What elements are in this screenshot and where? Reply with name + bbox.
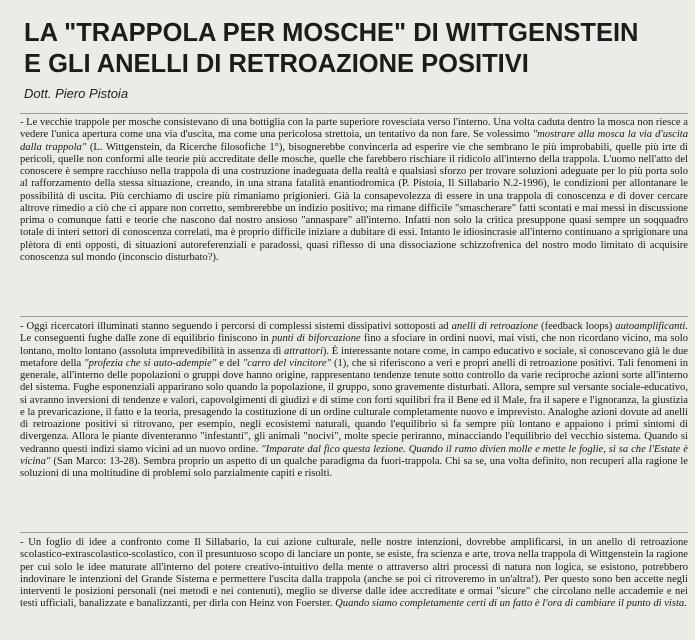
text-segment: (feedback loops) [538, 321, 616, 332]
text-segment: (L. Wittgenstein, da Ricerche filosofiche 1°), bisognerebbe convincerla ad esperire vie che sembrano le più improbabili, quelle più irte di pericoli, quelle non conformi alle teorie più accreditate delle mosche, quelle che farebbero rischiare il ridicolo all'interno della trappola. L'uomo nell'atto del conoscere è sempre racchiuso nella trappola di una costruzione inadeguata della realtà e qualsiasi sforzo per trovare soluzioni adeguate per lo più porta solo al rafforzamento della stessa situazione, creando, in una strana fatalità enantiodromica (P. Pistoia, Il Sillabario N.2-1996), le condizioni per allontanare le possibilità di uscita. Più cerchiamo di uscire più rimaniamo prigionieri. Già la consapevolezza di essere in una trappola di conoscenza e di dover cercare altrove rimedio a ciò che ci appare non corretto, sembrerebbe un indizio positivo; ma rimane difficile "smascherare" fatti scontati e mai messi in discussione prima o comunque fatti e teorie che nascono dal nostro ansioso "annaspare" all'interno. Infatti non solo la critica presuppone quasi sempre un soqquadro totale di interi settori di conoscenza correlati, ma è proprio difficile iniziare a dubitare di essi. Intanto le idiosincrasie all'interno continuano a sprigionare una plètora di enti opposti, di situazioni autoreferenziali e paradossi, quasi riflesso di una dissociazione schizzofrenica del nostro modo limitato di acquisire conoscenza sul mondo (inconscio disturbato?). [20, 141, 689, 263]
italic-text-segment: attrattori [284, 345, 323, 357]
text-segment: - Un foglio di idee a confronto come Il Sillabario, la cui azione culturale, nelle nostre intenzioni, dovrebbe amplificarsi, in un anello di retroazione scolastico-extrascolastico-scolastico, con il presuntuoso scopo di lanciare un ponte, se esiste, fra scienza e arte, trova nella trappola di Wittgenstein la ragione per cui solo le idee maturate all'interno del potere creativo-intuitivo della mente o attraverso altri processi di natura non logica, se esistono, potrebbero indovinare le intenzioni del Grande Sistema e permettere l'uscita dalla trappola (anche se poi ci ritroveremo in un'altra!). Per questo sono ben accette negli interventi le posizioni personali (nei metodi e nei contenuti), meglio se diverse dalle idee accreditate e ormai "sicure" che circolano nelle accademie e nei testi ufficiali, banalizzate e banalizzanti, per dirla con Heinz von Foerster. [20, 537, 688, 610]
paragraph-1 [20, 117, 688, 264]
italic-text-segment: punti di biforcazione [271, 333, 361, 345]
italic-text-segment: Quando siamo completamente certi di un fatto è l'ora di cambiare il punto di vista. [335, 598, 687, 610]
title-line-2: E GLI ANELLI DI RETROAZIONE POSITIVI [24, 50, 529, 78]
author-byline: Dott. Piero Pistoia [24, 86, 129, 101]
italic-text-segment: "carro del vincitore" [242, 357, 331, 369]
italic-text-segment: "profezia che si auto-adempie" [84, 357, 217, 369]
italic-text-segment: autoamplificanti. [615, 321, 688, 332]
text-segment: ). È interessante notare come, in campo educativo e sociale, si conoscevano già le due metafore della [20, 345, 688, 369]
article-title [24, 18, 689, 80]
italic-text-segment: "Imparate dal fico questa lezione. Quando il ramo divien molle e mette le foglie, si sa che l'Estate è vicina" [20, 443, 688, 467]
text-segment: (San Marco: 13-28). Sembra proprio un aspetto di un qualche paradigma da fuori-trappola. Chi sa se, una volta definito, non recuperi alla ragione le soluzioni di una moltitudine di problemi solo parzialmente capiti e risolti. [20, 455, 688, 479]
text-segment: - Oggi ricercatori illuminati stanno seguendo i percorsi di complessi sistemi dissipativi sottoposti ad [20, 321, 452, 332]
italic-text-segment: anelli di retroazione [451, 321, 539, 332]
text-segment: (1), che si riferiscono a veri e propri anelli di retroazione positivi. Tali fenomeni in generale, all'interno delle popolazioni o gruppi dove hanno origine, rappresentano tendenze tenute sotto controllo da varie reciproche azioni sorte all'interno del sistema. Fughe esponenziali apparirano solo quando la popolazione, il gruppo, sono gravemente disturbati. Allora, sempre sul versante sociale-educativo, si avranno inversioni di tendenze e valori, capovolgimenti di giudizi e di stime con forti squilibri fra il Bene ed il Male, fra il sapere e l'ignoranza, la giustizia e la prevaricazione, il fatto e la teoria, presagendo la costituzione di un ordine culturale completamente nuovo e imprevisto. Analoghe azioni dovute ad anelli di retroazione positivi si ritrovano, per esempio, negli ecosistemi naturali, quando l'equilibrio si fa sempre più lontano e appaiono i primi sintomi di divergenza. Allora le piante diventeranno "infestanti", gli animali "nocivi", molte specie periranno, minacciando l'equilibrio del vecchio sistema. Quando si vedranno questi indizi siamo vicini ad un nuovo ordine. [20, 357, 689, 455]
text-segment: e del [216, 357, 243, 369]
divider [20, 316, 688, 317]
title-line-1: LA "TRAPPOLA PER MOSCHE" DI WITTGENSTEIN [24, 19, 639, 47]
divider [20, 532, 688, 533]
text-segment: fino a sfociare in ordini nuovi, mai visti, che non ricordano vicino, ma solo lontano, molto lontano (assoluta imprevedibilità in assenza di [20, 333, 688, 357]
paragraph-3 [20, 537, 688, 611]
text-segment: - Le vecchie trappole per mosche consistevano di una bottiglia con la parte superiore rovesciata verso l'interno. Una volta caduta dentro la mosca non riesce a vedere l'unica apertura come una via d'uscita, ma come una pericolosa strettoia, un tentativo da non fare. Se volessimo [20, 117, 688, 141]
paragraph-2 [20, 321, 688, 480]
italic-text-segment: "mostrare alla mosca la via d'uscita dalla trappola" [20, 129, 688, 153]
text-segment: Le conseguenti fughe dalle zone di equilibrio finiscono in [20, 333, 272, 345]
divider [20, 113, 688, 114]
